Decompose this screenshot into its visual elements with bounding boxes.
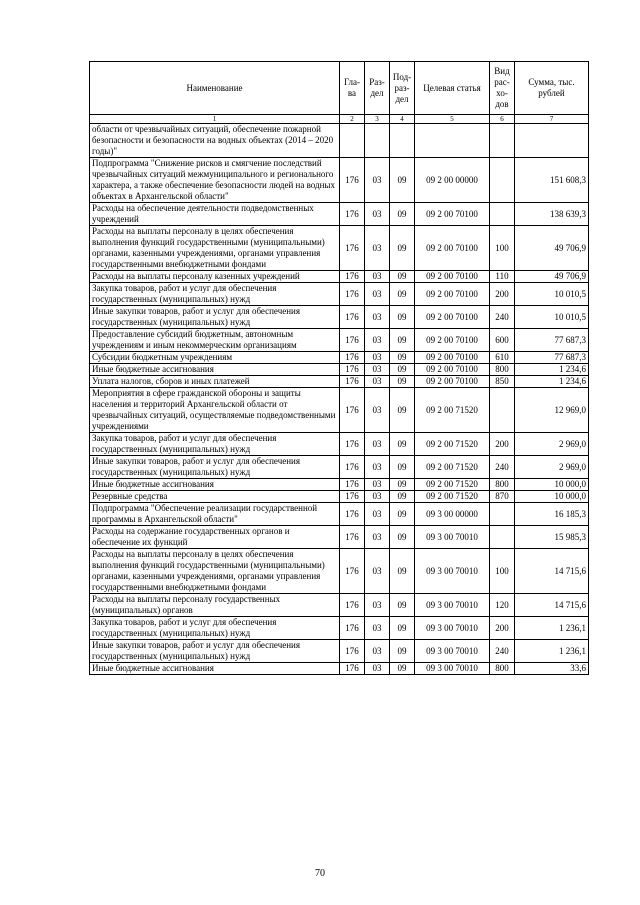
cell-podrazdel: 09 (390, 283, 415, 306)
cell-glava: 176 (340, 226, 365, 271)
cell-summa: 49 706,9 (515, 271, 589, 283)
cell-summa: 12 969,0 (515, 388, 589, 433)
cell-vid (490, 203, 515, 226)
cell-glava: 176 (340, 352, 365, 364)
cell-summa: 1 236,1 (515, 617, 589, 640)
table-row (90, 203, 589, 226)
cell-name: Закупка товаров, работ и услуг для обеспечения государственных (муниципальных) нужд (90, 283, 340, 306)
table-row (90, 456, 589, 479)
table-row (90, 306, 589, 329)
cell-vid (490, 503, 515, 526)
cell-glava: 176 (340, 364, 365, 376)
cell-vid: 240 (490, 640, 515, 663)
cell-summa: 15 985,3 (515, 526, 589, 549)
header-name: Наименование (90, 62, 340, 115)
cell-celevaya: 09 2 00 71520 (415, 479, 490, 491)
cell-celevaya (415, 124, 490, 158)
cell-glava: 176 (340, 526, 365, 549)
cell-podrazdel: 09 (390, 329, 415, 352)
header-glava: Гла-ва (340, 62, 365, 115)
cell-podrazdel: 09 (390, 388, 415, 433)
cell-celevaya: 09 2 00 70100 (415, 271, 490, 283)
cell-summa: 10 000,0 (515, 479, 589, 491)
cell-razdel: 03 (365, 364, 390, 376)
cell-name: Иные закупки товаров, работ и услуг для обеспечения государственных (муниципальных) нужд (90, 456, 340, 479)
cell-vid: 850 (490, 376, 515, 388)
table-row (90, 329, 589, 352)
cell-vid: 240 (490, 306, 515, 329)
cell-summa: 2 969,0 (515, 433, 589, 456)
cell-summa: 16 185,3 (515, 503, 589, 526)
cell-razdel: 03 (365, 158, 390, 203)
column-number: 6 (490, 115, 515, 124)
table-body (90, 124, 589, 675)
cell-podrazdel: 09 (390, 433, 415, 456)
cell-vid: 800 (490, 479, 515, 491)
cell-podrazdel: 09 (390, 594, 415, 617)
cell-summa: 14 715,6 (515, 549, 589, 594)
cell-name: Расходы на выплаты персоналу в целях обеспечения выполнения функций государственными (муниципальными) органами, казенными учреждениями, органами управления государственными внебюджетными фондами (90, 549, 340, 594)
table-row (90, 388, 589, 433)
table-row (90, 352, 589, 364)
cell-name: Закупка товаров, работ и услуг для обеспечения государственных (муниципальных) нужд (90, 617, 340, 640)
table-row (90, 283, 589, 306)
cell-summa: 151 608,3 (515, 158, 589, 203)
cell-name: Расходы на содержание государственных органов и обеспечение их функций (90, 526, 340, 549)
cell-glava: 176 (340, 203, 365, 226)
cell-celevaya: 09 3 00 70010 (415, 617, 490, 640)
cell-celevaya: 09 3 00 70010 (415, 663, 490, 675)
cell-vid: 800 (490, 663, 515, 675)
table-row (90, 158, 589, 203)
cell-glava: 176 (340, 158, 365, 203)
cell-summa (515, 124, 589, 158)
table-row (90, 226, 589, 271)
cell-vid: 100 (490, 226, 515, 271)
cell-podrazdel: 09 (390, 491, 415, 503)
cell-summa: 10 000,0 (515, 491, 589, 503)
cell-summa: 10 010,5 (515, 306, 589, 329)
cell-razdel: 03 (365, 226, 390, 271)
cell-summa: 10 010,5 (515, 283, 589, 306)
cell-summa: 33,6 (515, 663, 589, 675)
table-row (90, 503, 589, 526)
table-row (90, 640, 589, 663)
cell-name: Иные бюджетные ассигнования (90, 364, 340, 376)
column-number: 4 (390, 115, 415, 124)
cell-vid: 120 (490, 594, 515, 617)
cell-celevaya: 09 2 00 70100 (415, 364, 490, 376)
table-row (90, 663, 589, 675)
cell-name: Мероприятия в сфере гражданской обороны и защиты населения и территорий Архангельской области от чрезвычайных ситуаций, осуществляемые подведомственными учреждениями (90, 388, 340, 433)
cell-summa: 1 236,1 (515, 640, 589, 663)
cell-glava: 176 (340, 640, 365, 663)
cell-vid: 200 (490, 283, 515, 306)
cell-name: Подпрограмма "Обеспечение реализации государственной программы в Архангельской области" (90, 503, 340, 526)
cell-glava: 176 (340, 491, 365, 503)
cell-glava: 176 (340, 663, 365, 675)
cell-vid (490, 388, 515, 433)
cell-podrazdel: 09 (390, 456, 415, 479)
cell-name: Предоставление субсидий бюджетным, автономным учреждениям и иным некоммерческим организациям (90, 329, 340, 352)
cell-podrazdel: 09 (390, 663, 415, 675)
cell-vid: 800 (490, 364, 515, 376)
cell-name: Иные бюджетные ассигнования (90, 663, 340, 675)
cell-razdel: 03 (365, 306, 390, 329)
cell-celevaya: 09 3 00 70010 (415, 594, 490, 617)
table-row (90, 594, 589, 617)
cell-podrazdel: 09 (390, 549, 415, 594)
cell-razdel: 03 (365, 203, 390, 226)
cell-podrazdel: 09 (390, 479, 415, 491)
table-row (90, 124, 589, 158)
cell-podrazdel: 09 (390, 158, 415, 203)
cell-celevaya: 09 2 00 00000 (415, 158, 490, 203)
table-row (90, 433, 589, 456)
cell-celevaya: 09 2 00 70100 (415, 376, 490, 388)
cell-glava: 176 (340, 594, 365, 617)
column-number: 5 (415, 115, 490, 124)
cell-name: Иные бюджетные ассигнования (90, 479, 340, 491)
table-row (90, 271, 589, 283)
cell-podrazdel (390, 124, 415, 158)
cell-celevaya: 09 2 00 70100 (415, 329, 490, 352)
cell-celevaya: 09 2 00 70100 (415, 283, 490, 306)
cell-summa: 77 687,3 (515, 329, 589, 352)
cell-podrazdel: 09 (390, 640, 415, 663)
header-podrazdel: Под-раз-дел (390, 62, 415, 115)
table-row (90, 617, 589, 640)
cell-razdel: 03 (365, 283, 390, 306)
cell-summa: 2 969,0 (515, 456, 589, 479)
cell-podrazdel: 09 (390, 503, 415, 526)
cell-summa: 49 706,9 (515, 226, 589, 271)
cell-name: Расходы на выплаты персоналу государственных (муниципальных) органов (90, 594, 340, 617)
cell-name: Расходы на обеспечение деятельности подведомственных учреждений (90, 203, 340, 226)
table-row (90, 479, 589, 491)
cell-celevaya: 09 2 00 71520 (415, 456, 490, 479)
cell-glava: 176 (340, 503, 365, 526)
column-number: 2 (340, 115, 365, 124)
cell-glava: 176 (340, 479, 365, 491)
cell-razdel (365, 124, 390, 158)
cell-razdel: 03 (365, 549, 390, 594)
table-header-row (90, 62, 589, 115)
cell-glava: 176 (340, 283, 365, 306)
table-row (90, 526, 589, 549)
cell-razdel: 03 (365, 271, 390, 283)
cell-vid: 610 (490, 352, 515, 364)
table-row (90, 364, 589, 376)
cell-vid: 100 (490, 549, 515, 594)
cell-celevaya: 09 2 00 70100 (415, 352, 490, 364)
cell-vid: 600 (490, 329, 515, 352)
cell-razdel: 03 (365, 376, 390, 388)
cell-glava: 176 (340, 329, 365, 352)
cell-vid: 240 (490, 456, 515, 479)
cell-name: Резервные средства (90, 491, 340, 503)
cell-glava: 176 (340, 617, 365, 640)
cell-glava: 176 (340, 271, 365, 283)
cell-name: Иные закупки товаров, работ и услуг для обеспечения государственных (муниципальных) нужд (90, 640, 340, 663)
cell-vid (490, 158, 515, 203)
cell-podrazdel: 09 (390, 617, 415, 640)
table-row (90, 376, 589, 388)
cell-vid: 200 (490, 433, 515, 456)
cell-glava: 176 (340, 306, 365, 329)
cell-glava: 176 (340, 388, 365, 433)
cell-glava: 176 (340, 456, 365, 479)
cell-razdel: 03 (365, 352, 390, 364)
cell-vid: 110 (490, 271, 515, 283)
cell-celevaya: 09 3 00 70010 (415, 640, 490, 663)
cell-name: Иные закупки товаров, работ и услуг для обеспечения государственных (муниципальных) нужд (90, 306, 340, 329)
cell-podrazdel: 09 (390, 271, 415, 283)
header-summa: Сумма, тыс. рублей (515, 62, 589, 115)
cell-podrazdel: 09 (390, 226, 415, 271)
cell-name: области от чрезвычайных ситуаций, обеспечение пожарной безопасности и безопасности на водных объектах (2014 – 2020 годы)" (90, 124, 340, 158)
cell-celevaya: 09 3 00 70010 (415, 549, 490, 594)
cell-celevaya: 09 2 00 70100 (415, 306, 490, 329)
page-number: 70 (315, 868, 325, 879)
cell-vid (490, 124, 515, 158)
cell-celevaya: 09 3 00 00000 (415, 503, 490, 526)
cell-razdel: 03 (365, 388, 390, 433)
cell-glava: 176 (340, 549, 365, 594)
cell-celevaya: 09 2 00 71520 (415, 491, 490, 503)
cell-glava (340, 124, 365, 158)
cell-name: Закупка товаров, работ и услуг для обеспечения государственных (муниципальных) нужд (90, 433, 340, 456)
cell-name: Подпрограмма "Снижение рисков и смягчение последствий чрезвычайных ситуаций межмуниципального и регионального характера, а также обеспечение безопасности людей на водных объектах в Архангельской области" (90, 158, 340, 203)
cell-podrazdel: 09 (390, 203, 415, 226)
column-number-row (90, 115, 589, 124)
header-razdel: Раз-дел (365, 62, 390, 115)
cell-name: Субсидии бюджетным учреждениям (90, 352, 340, 364)
cell-celevaya: 09 2 00 70100 (415, 203, 490, 226)
cell-razdel: 03 (365, 503, 390, 526)
cell-celevaya: 09 2 00 71520 (415, 388, 490, 433)
budget-table (89, 61, 589, 675)
cell-razdel: 03 (365, 594, 390, 617)
cell-glava: 176 (340, 376, 365, 388)
cell-summa: 1 234,6 (515, 376, 589, 388)
cell-razdel: 03 (365, 617, 390, 640)
cell-glava: 176 (340, 433, 365, 456)
cell-summa: 77 687,3 (515, 352, 589, 364)
cell-vid: 200 (490, 617, 515, 640)
cell-razdel: 03 (365, 329, 390, 352)
cell-celevaya: 09 2 00 71520 (415, 433, 490, 456)
cell-razdel: 03 (365, 479, 390, 491)
table-row (90, 549, 589, 594)
cell-podrazdel: 09 (390, 364, 415, 376)
cell-podrazdel: 09 (390, 376, 415, 388)
cell-name: Расходы на выплаты персоналу в целях обеспечения выполнения функций государственными (муниципальными) органами, казенными учреждениями, органами управления государственными внебюджетными фондами (90, 226, 340, 271)
cell-razdel: 03 (365, 663, 390, 675)
cell-summa: 1 234,6 (515, 364, 589, 376)
cell-podrazdel: 09 (390, 352, 415, 364)
header-celevaya: Целевая статья (415, 62, 490, 115)
cell-razdel: 03 (365, 491, 390, 503)
cell-podrazdel: 09 (390, 526, 415, 549)
column-number: 7 (515, 115, 589, 124)
cell-summa: 14 715,6 (515, 594, 589, 617)
header-vid: Вид рас-хо-дов (490, 62, 515, 115)
cell-name: Уплата налогов, сборов и иных платежей (90, 376, 340, 388)
table-row (90, 491, 589, 503)
cell-summa: 138 639,3 (515, 203, 589, 226)
cell-celevaya: 09 2 00 70100 (415, 226, 490, 271)
cell-razdel: 03 (365, 433, 390, 456)
cell-razdel: 03 (365, 526, 390, 549)
column-number: 3 (365, 115, 390, 124)
column-number: 1 (90, 115, 340, 124)
cell-razdel: 03 (365, 640, 390, 663)
cell-podrazdel: 09 (390, 306, 415, 329)
cell-name: Расходы на выплаты персоналу казенных учреждений (90, 271, 340, 283)
cell-vid: 870 (490, 491, 515, 503)
cell-celevaya: 09 3 00 70010 (415, 526, 490, 549)
cell-vid (490, 526, 515, 549)
cell-razdel: 03 (365, 456, 390, 479)
